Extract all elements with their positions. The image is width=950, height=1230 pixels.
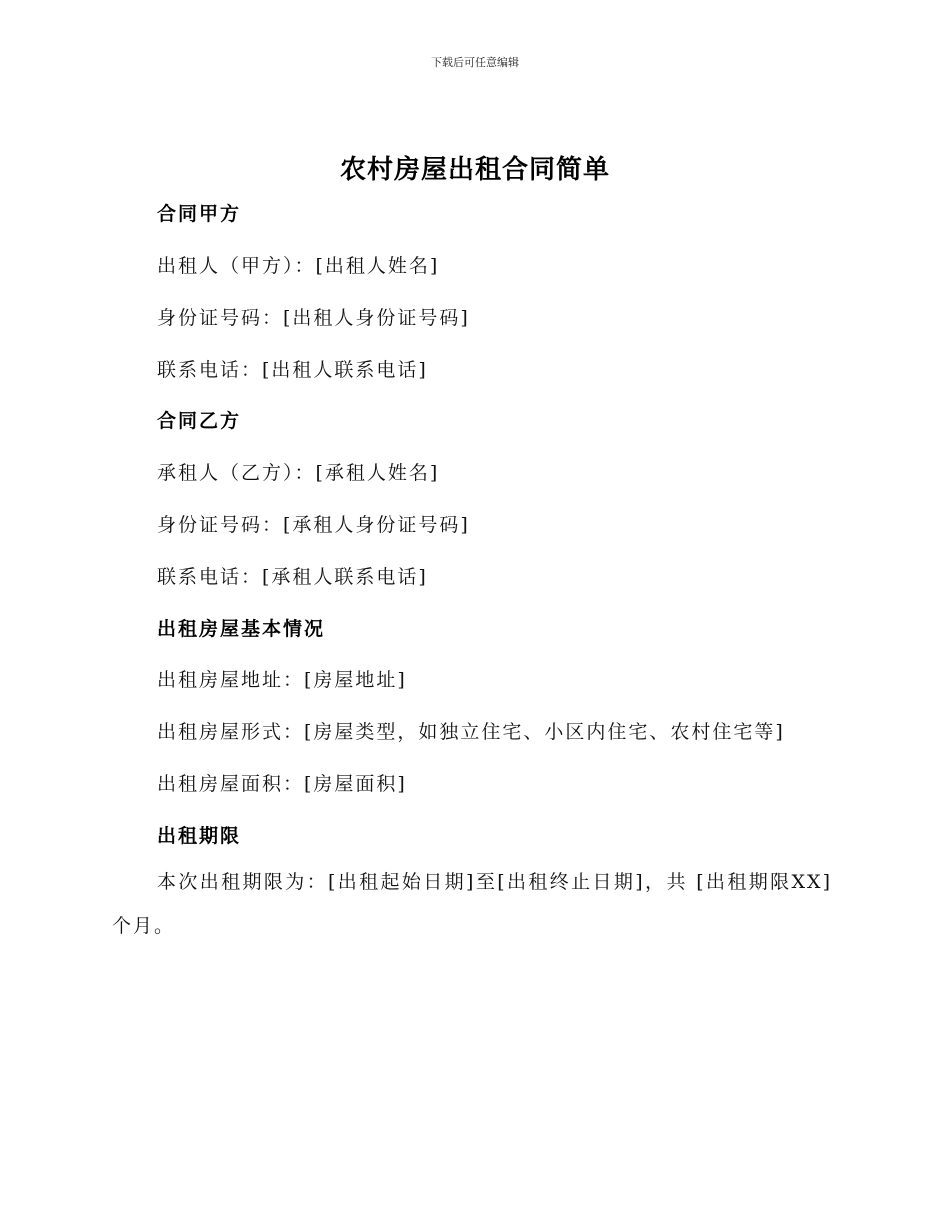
- document-title: 农村房屋出租合同简单: [339, 155, 610, 185]
- party-a-id-line: 身份证号码：[出租人身份证号码]: [157, 307, 470, 329]
- page-header-note: 下载后可任意编辑: [431, 56, 519, 69]
- section-heading-party-a: 合同甲方: [157, 203, 242, 225]
- party-a-lessor-line: 出租人（甲方）：[出租人姓名]: [157, 255, 440, 277]
- party-b-lessee-line: 承租人（乙方）：[承租人姓名]: [157, 462, 440, 484]
- section-heading-party-b: 合同乙方: [157, 410, 242, 432]
- section-heading-term: 出租期限: [157, 825, 242, 847]
- party-b-phone-line: 联系电话：[承租人联系电话]: [157, 566, 428, 588]
- section-heading-property: 出租房屋基本情况: [157, 618, 326, 640]
- party-a-phone-line: 联系电话：[出租人联系电话]: [157, 359, 428, 381]
- party-b-id-line: 身份证号码：[承租人身份证号码]: [157, 514, 470, 536]
- term-paragraph: 本次出租期限为：[出租起始日期]至[出租终止日期]，共 [出租期限XX]个月。: [112, 871, 832, 937]
- property-type-line: 出租房屋形式：[房屋类型，如独立住宅、小区内住宅、农村住宅等]: [157, 721, 785, 743]
- property-address-line: 出租房屋地址：[房屋地址]: [157, 669, 407, 691]
- property-area-line: 出租房屋面积：[房屋面积]: [157, 773, 407, 795]
